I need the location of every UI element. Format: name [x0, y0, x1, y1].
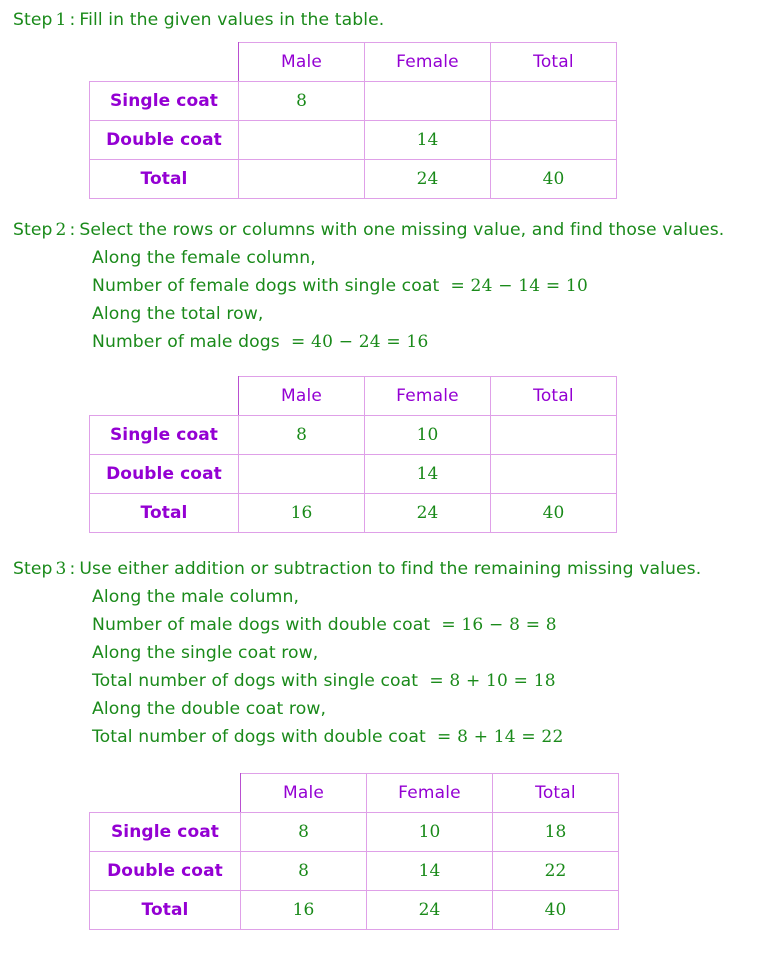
- table-row: [90, 494, 617, 533]
- cell-total-male: 16: [241, 891, 367, 930]
- step-2-colon: :: [69, 220, 76, 240]
- cell-total-female: 24: [367, 891, 493, 930]
- step-2-subline-4: [0, 328, 780, 356]
- cell-total-total: 40: [493, 891, 619, 930]
- step-3-colon: :: [69, 559, 76, 579]
- row-label-total: Total: [90, 891, 241, 930]
- table-row: [90, 891, 619, 930]
- step-2-block: [0, 216, 780, 356]
- step-2-label: Step: [13, 220, 53, 240]
- subline-math: = 8 + 10 = 18: [423, 671, 556, 691]
- step-3-number: 3: [55, 559, 67, 579]
- column-header-male: Male: [239, 43, 365, 82]
- column-header-male: Male: [239, 377, 365, 416]
- cell-single-male: 8: [239, 82, 365, 121]
- subline-prose: Number of male dogs: [92, 332, 280, 352]
- column-header-female: Female: [367, 774, 493, 813]
- step-1-colon: :: [69, 10, 76, 30]
- column-header-male: Male: [241, 774, 367, 813]
- step-3-subline-5: [0, 695, 780, 723]
- subline-prose: Number of female dogs with single coat: [92, 276, 440, 296]
- table-row: [90, 813, 619, 852]
- row-label-double-coat: Double coat: [90, 852, 241, 891]
- table-row: [90, 852, 619, 891]
- step-2-subline-1: [0, 244, 780, 272]
- row-label-double-coat: Double coat: [90, 121, 239, 160]
- cell-double-total: 22: [493, 852, 619, 891]
- cell-double-male: [239, 455, 365, 494]
- subline-math: = 8 + 14 = 22: [431, 727, 564, 747]
- step-2-table: [89, 376, 617, 533]
- cell-double-male: [239, 121, 365, 160]
- subline-math: = 24 − 14 = 10: [444, 276, 588, 296]
- row-label-single-coat: Single coat: [90, 82, 239, 121]
- cell-double-male: 8: [241, 852, 367, 891]
- step-2-heading: [0, 216, 780, 244]
- row-label-total: Total: [90, 494, 239, 533]
- step-3-label: Step: [13, 559, 53, 579]
- step-3-block: [0, 555, 780, 751]
- table-row: [90, 416, 617, 455]
- cell-double-female: 14: [365, 455, 491, 494]
- step-1-text: Fill in the given values in the table.: [79, 10, 385, 30]
- cell-single-male: 8: [241, 813, 367, 852]
- subline-prose: Along the total row,: [92, 304, 264, 324]
- cell-single-total: 18: [493, 813, 619, 852]
- subline-prose: Total number of dogs with double coat: [92, 727, 426, 747]
- cell-single-female: 10: [365, 416, 491, 455]
- cell-total-male: [239, 160, 365, 199]
- column-header-total: Total: [491, 43, 617, 82]
- subline-prose: Along the male column,: [92, 587, 300, 607]
- table-row: [90, 455, 617, 494]
- row-label-single-coat: Single coat: [90, 416, 239, 455]
- step-3-heading: [0, 555, 780, 583]
- step-1-number: 1: [55, 10, 67, 30]
- step-2-number: 2: [55, 220, 67, 240]
- cell-total-female: 24: [365, 494, 491, 533]
- cell-single-total: [491, 416, 617, 455]
- step-2-subline-2: [0, 272, 780, 300]
- subline-math: = 16 − 8 = 8: [435, 615, 557, 635]
- subline-prose: Total number of dogs with single coat: [92, 671, 419, 691]
- cell-double-female: 14: [367, 852, 493, 891]
- step-2-text: Select the rows or columns with one missing value, and find those values.: [79, 220, 725, 240]
- step-3-subline-2: [0, 611, 780, 639]
- subline-prose: Along the double coat row,: [92, 699, 327, 719]
- cell-double-total: [491, 455, 617, 494]
- cell-total-female: 24: [365, 160, 491, 199]
- step-3-subline-4: [0, 667, 780, 695]
- table-row: [90, 82, 617, 121]
- corner-cell: [90, 43, 239, 82]
- cell-single-female: 10: [367, 813, 493, 852]
- corner-cell: [90, 774, 241, 813]
- corner-cell: [90, 377, 239, 416]
- cell-single-male: 8: [239, 416, 365, 455]
- step-3-subline-1: [0, 583, 780, 611]
- subline-prose: Along the single coat row,: [92, 643, 319, 663]
- step-1-block: [0, 6, 780, 34]
- table-header-row: [90, 43, 617, 82]
- cell-total-total: 40: [491, 494, 617, 533]
- step-3-subline-6: [0, 723, 780, 751]
- cell-double-total: [491, 121, 617, 160]
- step-3-text: Use either addition or subtraction to find the remaining missing values.: [79, 559, 702, 579]
- row-label-total: Total: [90, 160, 239, 199]
- column-header-female: Female: [365, 43, 491, 82]
- step-1-label: Step: [13, 10, 53, 30]
- cell-single-total: [491, 82, 617, 121]
- column-header-total: Total: [493, 774, 619, 813]
- cell-total-total: 40: [491, 160, 617, 199]
- step-1-table: [89, 42, 617, 199]
- row-label-double-coat: Double coat: [90, 455, 239, 494]
- step-1-heading: [0, 6, 780, 34]
- step-3-subline-3: [0, 639, 780, 667]
- table-row: [90, 160, 617, 199]
- table-header-row: [90, 377, 617, 416]
- step-3-table: [89, 773, 619, 930]
- subline-prose: Along the female column,: [92, 248, 316, 268]
- cell-double-female: 14: [365, 121, 491, 160]
- table-row: [90, 121, 617, 160]
- table-header-row: [90, 774, 619, 813]
- subline-math: = 40 − 24 = 16: [285, 332, 429, 352]
- cell-single-female: [365, 82, 491, 121]
- step-2-subline-3: [0, 300, 780, 328]
- column-header-total: Total: [491, 377, 617, 416]
- cell-total-male: 16: [239, 494, 365, 533]
- row-label-single-coat: Single coat: [90, 813, 241, 852]
- subline-prose: Number of male dogs with double coat: [92, 615, 431, 635]
- column-header-female: Female: [365, 377, 491, 416]
